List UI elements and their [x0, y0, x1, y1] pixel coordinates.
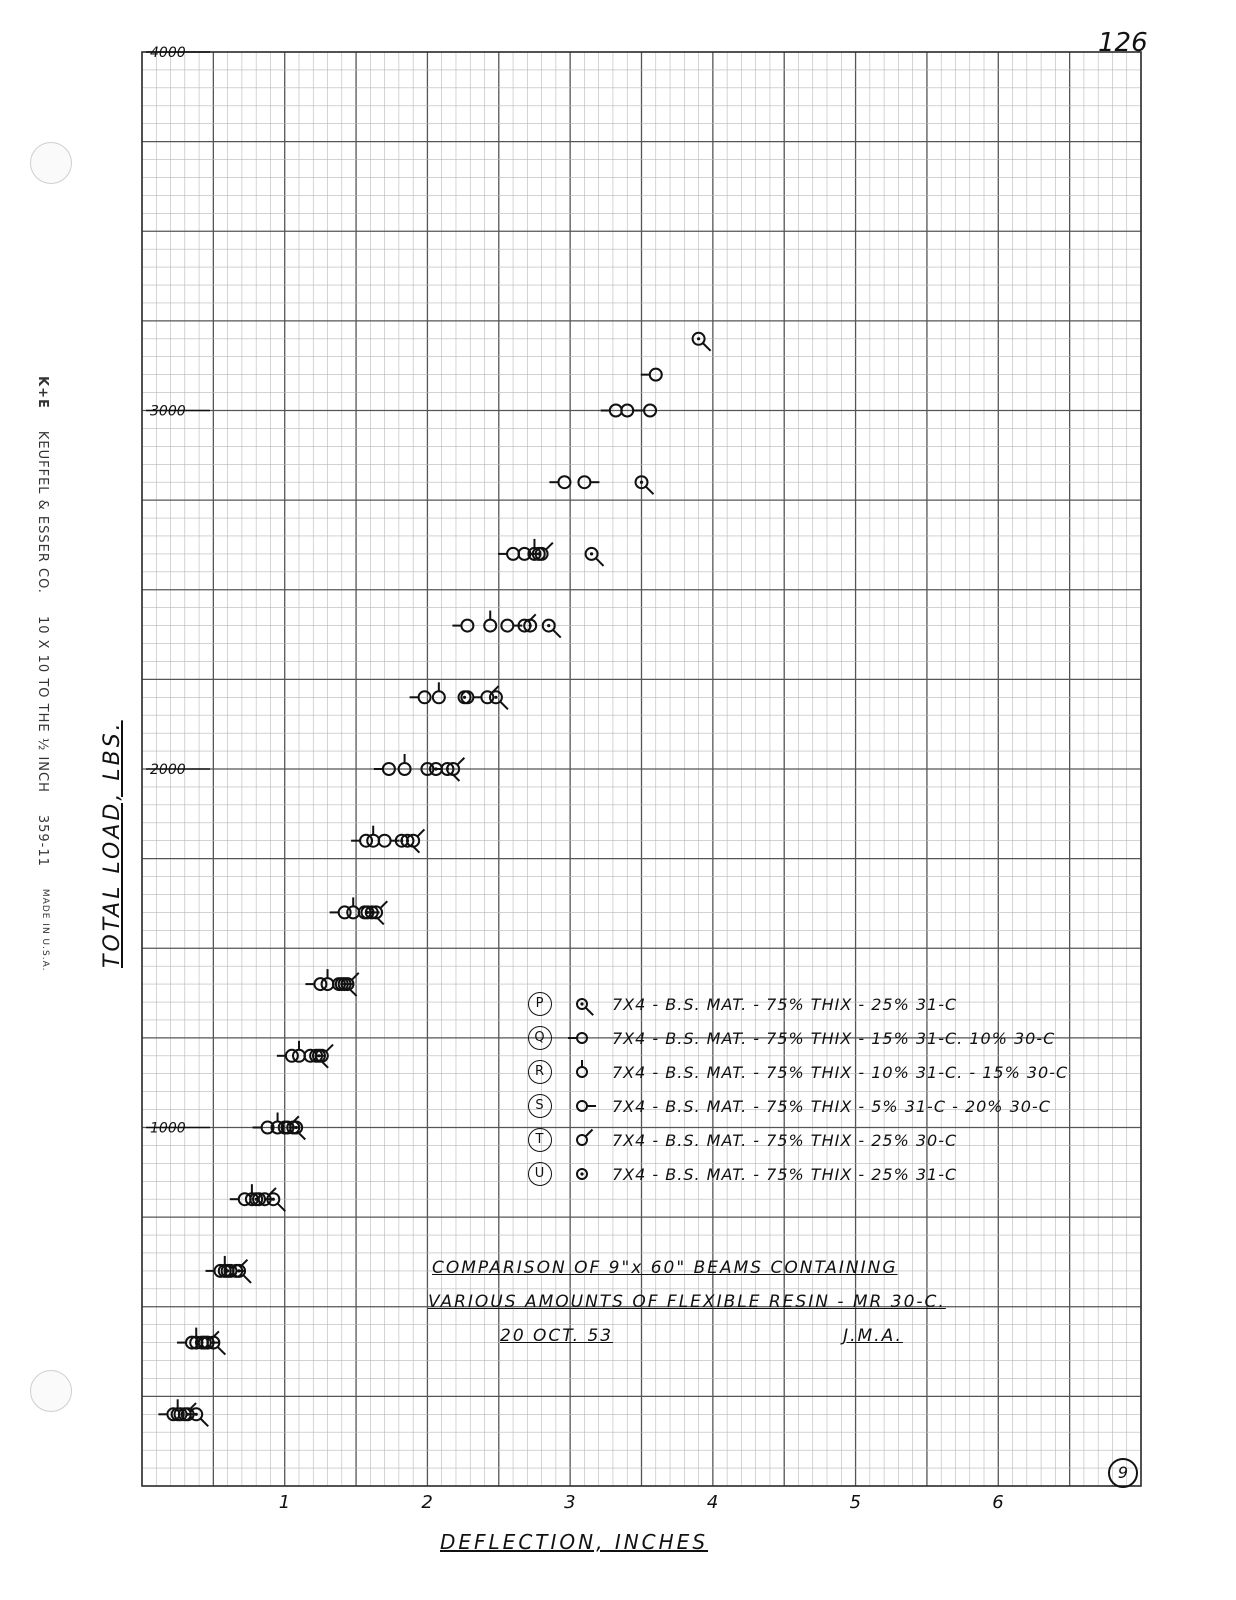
sheet-number: 9: [1108, 1458, 1138, 1488]
marker-tail: [586, 1008, 594, 1016]
x-tick-label: 3: [564, 1492, 576, 1513]
legend-marker-icon: [568, 1026, 596, 1050]
legend-text: 7X4 - B.S. MAT. - 75% THIX - 25% 31-C: [612, 1164, 958, 1184]
legend-text: 7X4 - B.S. MAT. - 75% THIX - 5% 31-C - 20% 30-C: [612, 1096, 1051, 1116]
caption-line-2: VARIOUS AMOUNTS OF FLEXIBLE RESIN - MR 30-C.: [428, 1292, 946, 1312]
marker-circle: [577, 1033, 587, 1043]
marker-dot: [537, 552, 540, 555]
legend-code: Q: [528, 1026, 552, 1050]
data-point: [401, 835, 419, 853]
marker-tail: [218, 1347, 226, 1355]
legend-text: 7X4 - B.S. MAT. - 75% THIX - 25% 31-C: [612, 994, 958, 1014]
marker-tail: [703, 343, 711, 351]
marker-tail: [380, 901, 387, 908]
x-tick-label: 5: [849, 1492, 862, 1513]
marker-dot: [529, 624, 532, 627]
legend-marker-icon: [568, 1094, 596, 1118]
marker-dot: [317, 1054, 320, 1057]
marker-dot: [697, 337, 700, 340]
marker-tail: [500, 702, 508, 710]
maker-ruling: 10 X 10 TO THE ½ INCH: [35, 615, 50, 793]
legend-marker-icon: [568, 1060, 596, 1084]
sheet-maker-imprint: [24, 376, 76, 972]
x-tick-label: 1: [278, 1492, 291, 1513]
caption-line-1: COMPARISON OF 9"x 60" BEAMS CONTAINING: [432, 1258, 898, 1278]
legend-marker-icon: [568, 1162, 596, 1186]
y-tick-label: 1000: [150, 1120, 186, 1137]
y-tick-label: 3000: [150, 403, 186, 420]
x-tick-label: 6: [992, 1492, 1004, 1513]
data-point: [433, 682, 445, 703]
legend-marker-icon: [568, 1128, 596, 1152]
marker-tail: [200, 1419, 208, 1427]
legend-item-u: [528, 1162, 1068, 1186]
data-point: [586, 548, 604, 566]
marker-dot: [580, 1172, 583, 1175]
marker-dot: [186, 1413, 189, 1416]
legend-text: 7X4 - B.S. MAT. - 75% THIX - 25% 30-C: [612, 1130, 958, 1150]
maker-origin: MADE IN U.S.A.: [40, 888, 50, 972]
legend-marker-icon: [568, 992, 596, 1016]
legend-code: P: [528, 992, 552, 1016]
legend: [528, 992, 1068, 1186]
data-point: [636, 476, 654, 494]
punch-hole-bottom: [30, 1370, 72, 1412]
maker-name: KEUFFEL & ESSER CO.: [35, 430, 50, 594]
marker-dot: [434, 767, 437, 770]
marker-tail: [352, 973, 359, 980]
marker-dot: [580, 1002, 583, 1005]
legend-item-r: [528, 1060, 1068, 1084]
legend-item-p: [528, 992, 1068, 1016]
marker-tail: [553, 630, 561, 638]
marker-dot: [640, 481, 643, 484]
caption-author: J.M.A.: [843, 1326, 903, 1346]
legend-text: 7X4 - B.S. MAT. - 75% THIX - 15% 31-C. 10% 30-C: [612, 1028, 1056, 1048]
marker-dot: [400, 839, 403, 842]
marker-dot: [463, 696, 466, 699]
legend-code: S: [528, 1094, 552, 1118]
marker-circle: [577, 1101, 587, 1111]
data-point: [407, 829, 424, 846]
legend-item-q: [528, 1026, 1068, 1050]
marker-dot: [295, 1126, 298, 1129]
data-point: [543, 620, 561, 638]
marker-tail: [326, 1045, 333, 1052]
maker-logo: K+E: [35, 376, 50, 409]
marker-tail: [596, 558, 604, 566]
marker-dot: [340, 983, 343, 986]
x-tick-label: 2: [421, 1492, 433, 1513]
page-number: 126: [1098, 28, 1148, 58]
legend-text: 7X4 - B.S. MAT. - 75% THIX - 10% 31-C. - 15% 30-C: [612, 1062, 1069, 1082]
y-tick-label: 4000: [150, 45, 186, 61]
marker-tail: [546, 543, 553, 550]
data-point: [399, 754, 411, 775]
data-point: [367, 826, 379, 847]
y-axis-label: TOTAL LOAD, LBS.: [100, 720, 125, 968]
marker-tail: [240, 1260, 247, 1267]
data-point: [693, 333, 711, 351]
caption-date: 20 OCT. 53: [500, 1326, 614, 1346]
marker-dot: [494, 696, 497, 699]
legend-item-t: [528, 1128, 1068, 1152]
legend-code: U: [528, 1162, 552, 1186]
marker-tail: [586, 1130, 593, 1137]
data-point: [347, 897, 359, 918]
marker-tail: [243, 1275, 251, 1283]
legend-item-s: [528, 1094, 1068, 1118]
marker-tail: [417, 829, 424, 836]
marker-dot: [547, 624, 550, 627]
marker-dot: [255, 1198, 258, 1201]
x-tick-label: 4: [706, 1492, 719, 1513]
x-axis-label: DEFLECTION, INCHES: [440, 1530, 709, 1554]
caption: [428, 1258, 946, 1346]
y-tick-label: 2000: [150, 762, 186, 778]
marker-tail: [457, 758, 464, 765]
marker-dot: [590, 552, 593, 555]
marker-circle: [577, 1067, 587, 1077]
data-point: [441, 763, 459, 781]
data-point: [484, 611, 496, 632]
marker-dot: [226, 1269, 229, 1272]
marker-tail: [646, 486, 654, 494]
marker-dot: [366, 911, 369, 914]
legend-code: R: [528, 1060, 552, 1084]
marker-dot: [200, 1341, 203, 1344]
legend-code: T: [528, 1128, 552, 1152]
maker-catalog: 359-11: [35, 814, 50, 867]
punch-hole-top: [30, 142, 72, 184]
